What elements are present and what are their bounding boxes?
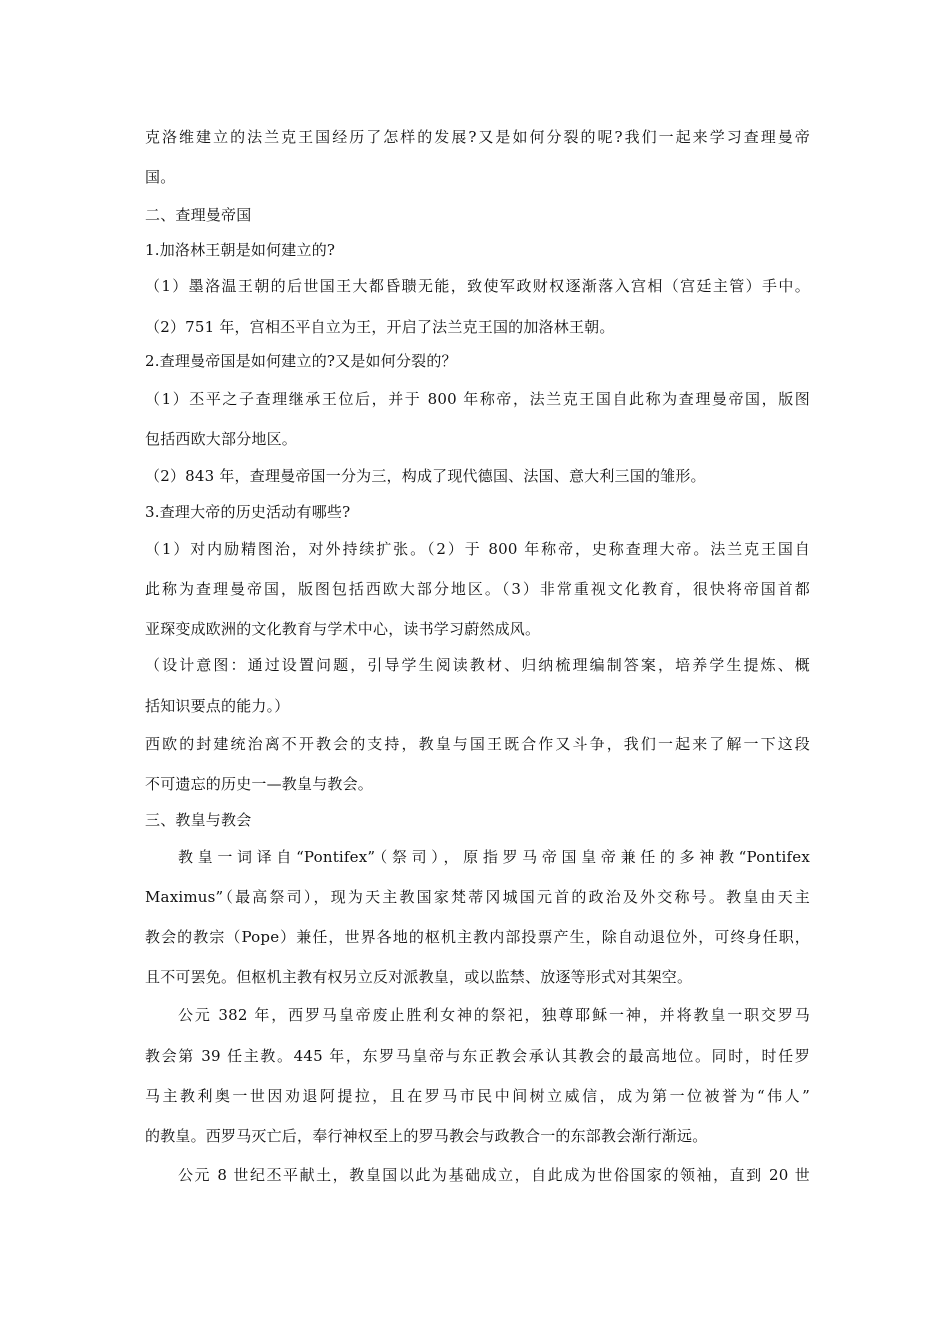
paragraph-line: 教皇一词译自“Pontifex”（祭司），原指罗马帝国皇帝兼任的多神教“Pontifex bbox=[178, 848, 810, 866]
text-line: （2）751 年，宫相丕平自立为王，开启了法兰克王国的加洛林王朝。 bbox=[145, 318, 615, 336]
paragraph-line: Maximus”（最高祭司），现为天主教国家梵蒂冈城国元首的政治及外交称号。教皇由天主 bbox=[145, 888, 810, 906]
text-line: 西欧的封建统治离不开教会的支持，教皇与国王既合作又斗争，我们一起来了解一下这段 bbox=[145, 735, 810, 753]
paragraph-line: 且不可罢免。但枢机主教有权另立反对派教皇，或以监禁、放逐等形式对其架空。 bbox=[145, 968, 693, 986]
text-line: （1）墨洛温王朝的后世国王大都昏聩无能，致使军政财权逐渐落入宫相（宫廷主管）手中。 bbox=[145, 277, 810, 295]
paragraph-line: 教会的教宗（Pope）兼任，世界各地的枢机主教内部投票产生，除自动退位外，可终身任职， bbox=[145, 928, 810, 946]
text-line: （1）对内励精图治，对外持续扩张。（2）于 800 年称帝，史称查理大帝。法兰克王国自 bbox=[145, 540, 810, 558]
text-line: 此称为查理曼帝国，版图包括西欧大部分地区。（3）非常重视文化教育，很快将帝国首都 bbox=[145, 580, 810, 598]
paragraph-line: 公元 8 世纪丕平献土，教皇国以此为基础成立，自此成为世俗国家的领袖，直到 20 世 bbox=[178, 1166, 810, 1184]
question-heading: 1.加洛林王朝是如何建立的? bbox=[145, 241, 336, 259]
paragraph-line: 公元 382 年，西罗马皇帝废止胜利女神的祭祀，独尊耶稣一神，并将教皇一职交罗马 bbox=[178, 1006, 810, 1024]
paragraph-line: 教会第 39 任主教。445 年，东罗马皇帝与东正教会承认其教会的最高地位。同时，时任罗 bbox=[145, 1047, 810, 1065]
question-heading: 2.查理曼帝国是如何建立的?又是如何分裂的？ bbox=[145, 352, 457, 370]
section-heading: 三、教皇与教会 bbox=[145, 811, 252, 829]
text-line: （2）843 年，查理曼帝国一分为三，构成了现代德国、法国、意大利三国的雏形。 bbox=[145, 467, 706, 485]
text-line: 亚琛变成欧洲的文化教育与学术中心，读书学习蔚然成风。 bbox=[145, 620, 541, 638]
text-line: 包括西欧大部分地区。 bbox=[145, 430, 298, 448]
text-line: （1）丕平之子查理继承王位后，并于 800 年称帝，法兰克王国自此称为查理曼帝国，版图 bbox=[145, 390, 810, 408]
design-note-line: （设计意图：通过设置问题，引导学生阅读教材、归纳梳理编制答案，培养学生提炼、概 bbox=[145, 656, 810, 674]
text-line: 国。 bbox=[145, 168, 176, 186]
question-heading: 3.查理大帝的历史活动有哪些? bbox=[145, 503, 351, 521]
paragraph-line: 马主教利奥一世因劝退阿提拉，且在罗马市民中间树立威信，成为第一位被誉为“伟人” bbox=[145, 1087, 810, 1105]
text-line: 不可遗忘的历史一—教皇与教会。 bbox=[145, 775, 374, 793]
section-heading: 二、查理曼帝国 bbox=[145, 206, 252, 224]
design-note-line: 括知识要点的能力。） bbox=[145, 697, 290, 715]
text-line: 克洛维建立的法兰克王国经历了怎样的发展?又是如何分裂的呢?我们一起来学习查理曼帝 bbox=[145, 128, 810, 146]
paragraph-line: 的教皇。西罗马灭亡后，奉行神权至上的罗马教会与政教合一的东部教会渐行渐远。 bbox=[145, 1127, 708, 1145]
